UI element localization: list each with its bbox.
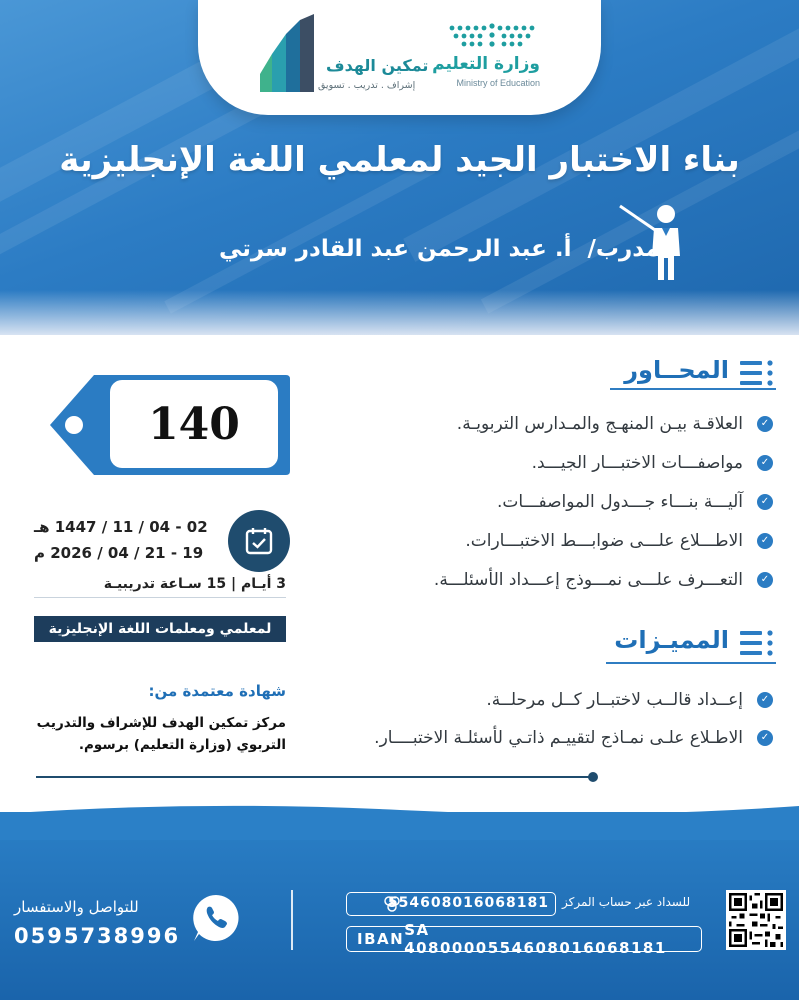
iban-box [346, 921, 702, 957]
account-number-box [346, 892, 556, 916]
check-icon: ✓ [757, 692, 773, 708]
date-hijri: 02 - 04 / 11 / 1447 هـ [34, 518, 208, 536]
check-icon: ✓ [757, 416, 773, 432]
audience-badge: لمعلمي ومعلمات اللغة الإنجليزية [34, 616, 286, 642]
ministry-name-en: Ministry of Education [456, 78, 540, 88]
footer-divider [291, 890, 293, 950]
moe-dots-icon [448, 22, 540, 48]
axes-item: ✓ التعـــرف علـــى نمـــوذج إعـــداد الأسئلـــة. [434, 560, 773, 599]
certificate-title: شهادة معتمدة من: [148, 682, 286, 700]
contact-label: للتواصل والاستفسار [14, 898, 139, 916]
check-icon: ✓ [757, 572, 773, 588]
tamkeen-logo-icon [258, 14, 318, 94]
ministry-logo [415, 22, 540, 92]
feature-item: ✓ إعــداد قالــب لاختبــار كــل مرحلــة. [323, 680, 773, 719]
calendar-badge [228, 510, 290, 572]
features-title: المميـزات [614, 626, 729, 654]
contact-phone[interactable]: 0595738996 [14, 924, 181, 948]
divider-line [36, 776, 592, 778]
trainer-line [219, 236, 679, 262]
check-icon: ✓ [757, 730, 773, 746]
divider-dot [588, 772, 598, 782]
axes-title: المحــاور [624, 356, 729, 384]
check-icon: ✓ [757, 455, 773, 471]
calendar-check-icon [244, 526, 274, 556]
iban-label: IBAN [357, 930, 405, 948]
axes-item: ✓ مواصفـــات الاختبـــار الجيـــد. [434, 443, 773, 482]
bank-name-mark [351, 897, 381, 911]
features-list [323, 680, 773, 757]
axes-item: ✓ الاطـــلاع علـــى ضوابـــط الاختبـــارات. [434, 521, 773, 560]
iban-value[interactable]: SA 4080000554608016068181 [404, 921, 667, 957]
course-title: بناء الاختبار الجيد لمعلمي اللغة الإنجليزية [59, 140, 740, 180]
check-icon: ✓ [757, 533, 773, 549]
footer-wave [0, 800, 799, 840]
duration: 3 أيـام | 15 سـاعة تدريبيـة [34, 576, 286, 598]
account-number[interactable]: 554608016068181 [387, 895, 549, 911]
axes-underline [610, 388, 776, 390]
payment-label: للسداد عبر حساب المركز [562, 895, 691, 909]
features-underline [606, 662, 776, 664]
trainer-name: أ. عبد الرحمن عبد القادر سرتي [218, 236, 572, 262]
axes-list [434, 404, 773, 599]
org-tagline: إشراف . تدريب . تسويق [318, 80, 416, 91]
qr-code[interactable] [726, 890, 786, 950]
list-icon [738, 358, 778, 388]
price-value: 140 [110, 380, 278, 468]
axes-item: ✓ العلاقـة بيـن المنهـج والمـدارس التربويـة. [434, 404, 773, 443]
certificate-body: مركز تمكين الهدف للإشراف والتدريب التربوي (وزارة التعليم) برسوم. [36, 715, 286, 753]
whatsapp-icon[interactable] [190, 892, 242, 944]
trainer-label: للمدرب/ [587, 236, 679, 262]
check-icon: ✓ [757, 494, 773, 510]
axes-item: ✓ آليـــة بنـــاء جـــدول المواصفـــات. [434, 482, 773, 521]
ministry-name-ar: وزارة التعليم [432, 54, 540, 74]
feature-item: ✓ الاطـلاع علـى نمـاذج لتقييـم ذاتـي لأسئلـة الاختبــــار. [323, 719, 773, 757]
list-icon [738, 628, 778, 658]
date-gregorian: 19 - 21 / 04 / 2026 م [34, 544, 204, 562]
org-name: تمكين الهدف [326, 56, 429, 75]
